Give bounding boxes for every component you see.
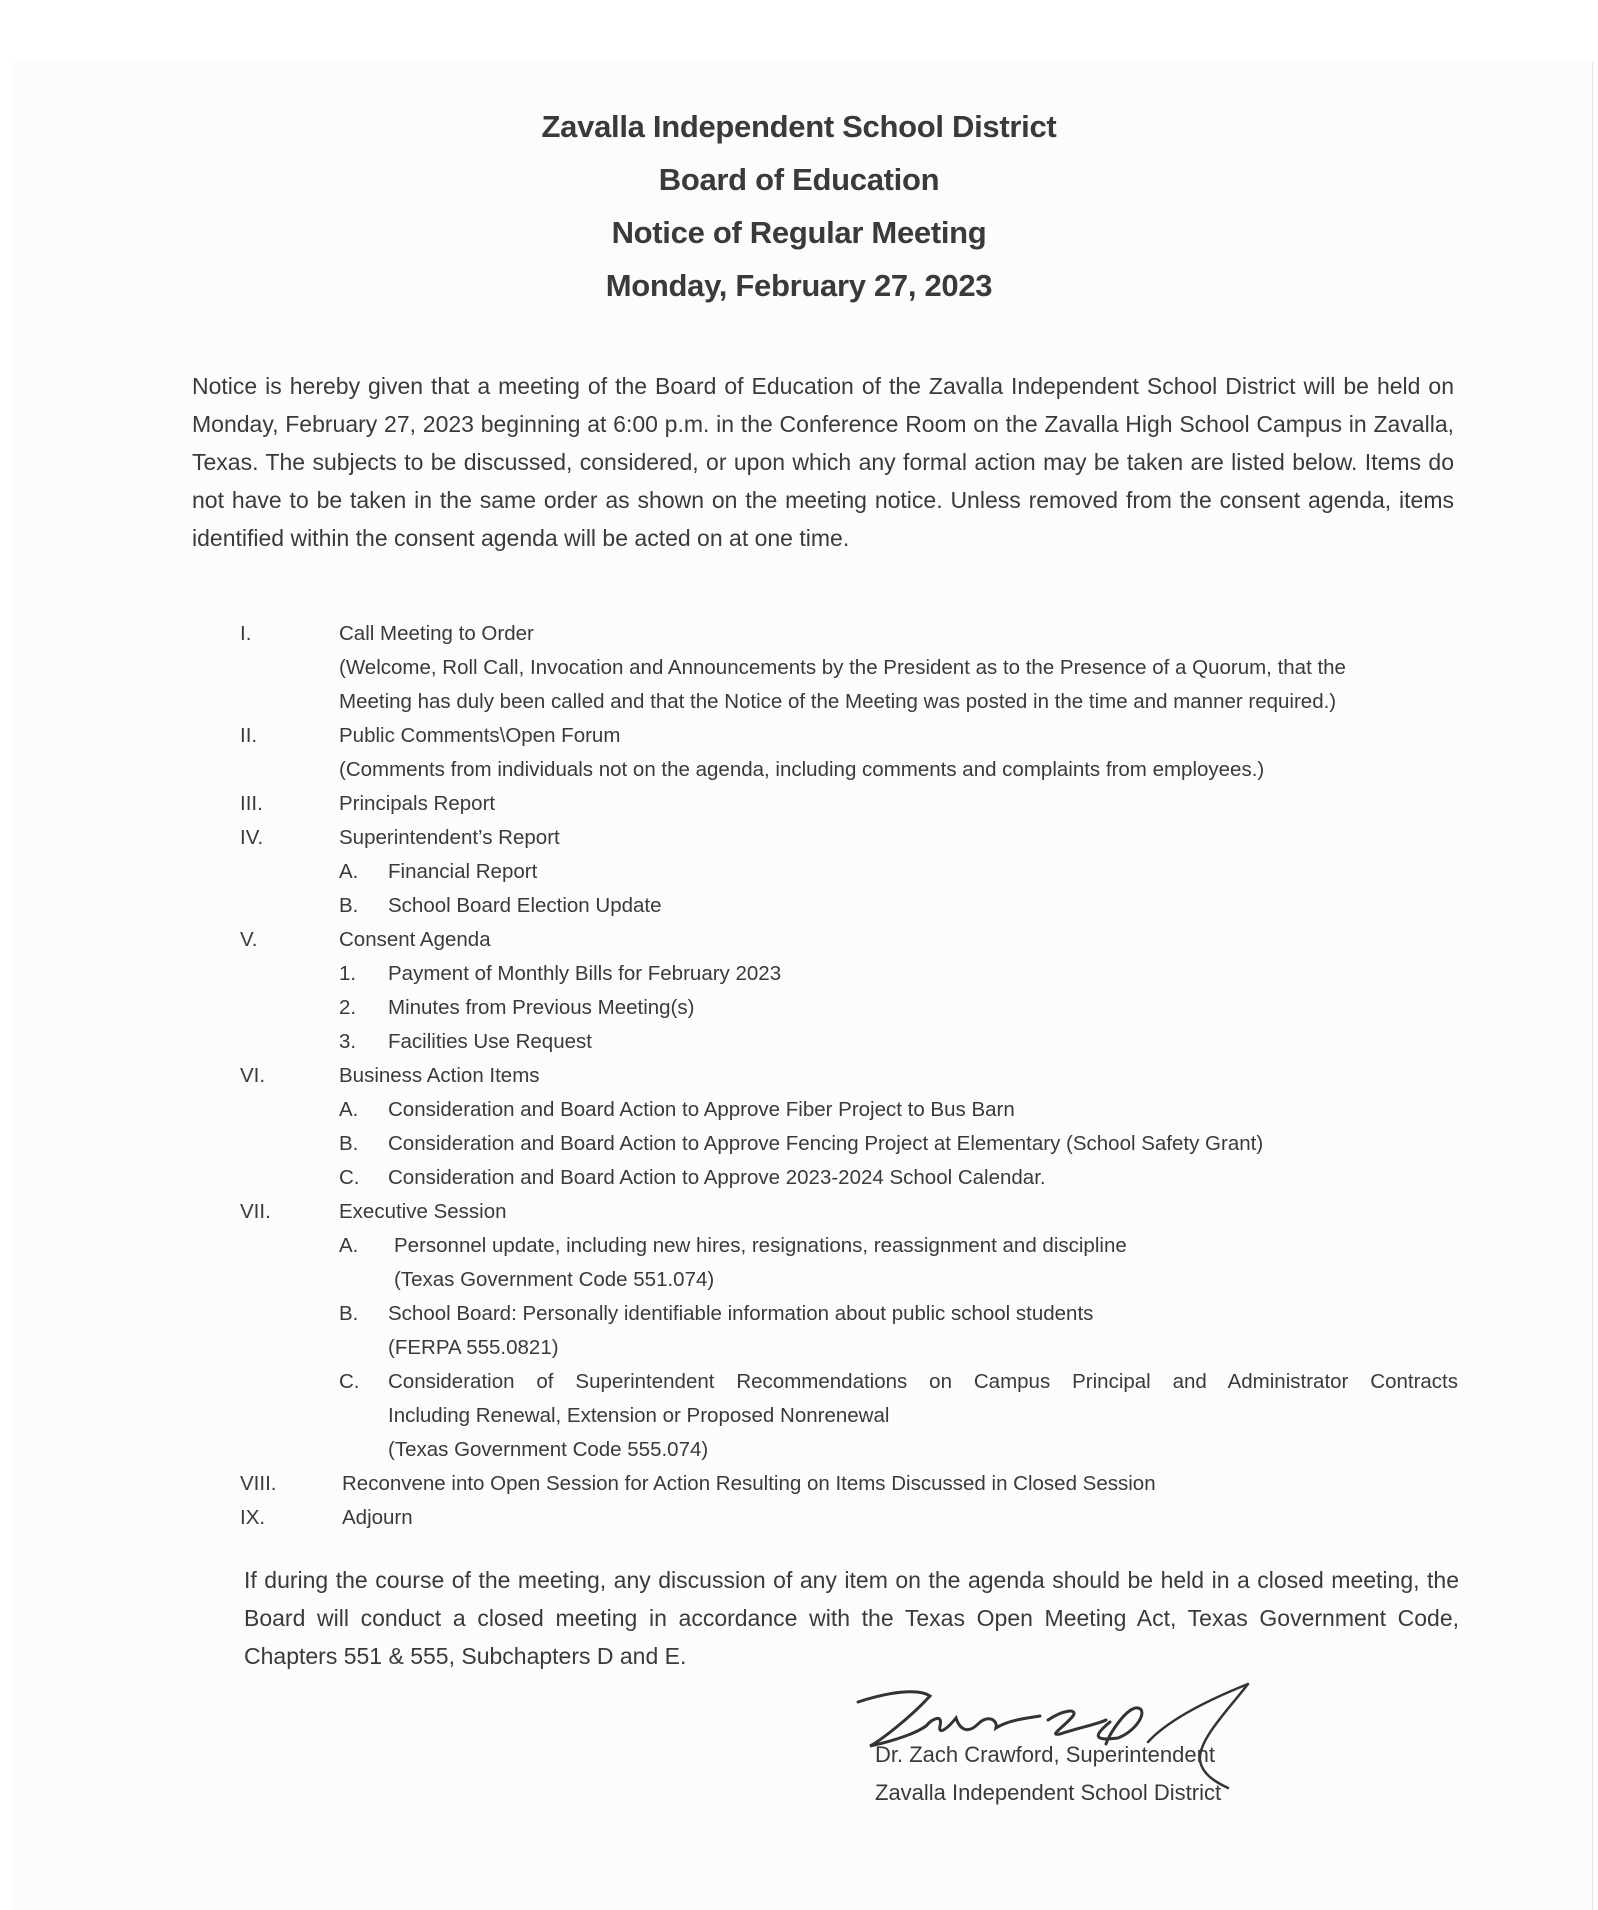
legal-code: (Texas Government Code 555.074) <box>388 1438 709 1461</box>
agenda-item-viii <box>240 1467 1460 1501</box>
agenda-item-iii <box>240 787 1460 821</box>
agenda-number: III. <box>240 792 263 815</box>
agenda-title: Superintendent’s Report <box>339 826 560 849</box>
agenda-item-iv <box>240 821 1460 855</box>
agenda-note: (Welcome, Roll Call, Invocation and Announcements by the President as to the Presence of a Quorum, that the <box>339 656 1346 679</box>
agenda-note: Meeting has duly been called and that the Notice of the Meeting was posted in the time and manner required.) <box>339 690 1337 713</box>
agenda-number: V. <box>240 928 258 951</box>
subitem-label: A. <box>339 860 359 883</box>
agenda-subitem <box>240 855 1460 889</box>
agenda-title: Business Action Items <box>339 1064 540 1087</box>
subitem-text: Personnel update, including new hires, resignations, reassignment and discipline <box>394 1234 1127 1257</box>
intro-paragraph: Notice is hereby given that a meeting of the Board of Education of the Zavalla Independent School District will be held on Monday, February 27, 2023 beginning at 6:00 p.m. in the Conference Room on the Zavalla High School Campus in Zavalla, Texas. The subjects to be discussed, considered, or upon which any formal action may be taken are listed below. Items do not have to be taken in the same order as shown on the meeting notice. Unless removed from the consent agenda, items identified within the consent agenda will be acted on at one time. <box>192 373 1454 551</box>
agenda-subitem <box>240 1025 1460 1059</box>
agenda-item-vi <box>240 1059 1460 1093</box>
agenda-item-ii <box>240 719 1460 753</box>
subitem-label: B. <box>339 894 359 917</box>
agenda-title: Executive Session <box>339 1200 507 1223</box>
closing-paragraph: If during the course of the meeting, any discussion of any item on the agenda should be held in a closed meeting, the Board will conduct a closed meeting in accordance with the Texas Open Meeting Act, Texas Government Code, Chapters 551 & 555, Subchapters D and E. <box>244 1567 1459 1669</box>
agenda-number: II. <box>240 724 258 747</box>
subitem-label: B. <box>339 1132 359 1155</box>
agenda-subitem <box>240 1365 1460 1399</box>
agenda-subitem-code-row <box>240 1263 1460 1297</box>
agenda-subitem <box>240 1093 1460 1127</box>
agenda-title: Consent Agenda <box>339 928 491 951</box>
board-name: Board of Education <box>658 162 940 197</box>
agenda-item-ix <box>240 1501 1460 1535</box>
signature-block <box>848 1680 1308 1820</box>
agenda-title: Principals Report <box>339 792 496 815</box>
subitem-text: Consideration of Superintendent Recommendations on Campus Principal and Administrator Contracts <box>388 1370 1458 1393</box>
handwritten-signature-icon <box>848 1680 1268 1790</box>
notice-title: Notice of Regular Meeting <box>611 215 987 250</box>
meeting-date: Monday, February 27, 2023 <box>605 268 993 303</box>
agenda-subitem-code-row <box>240 1433 1460 1467</box>
document-header <box>0 100 1598 312</box>
agenda-subitem <box>240 889 1460 923</box>
legal-code: (FERPA 555.0821) <box>388 1336 559 1359</box>
agenda-list <box>240 617 1460 1535</box>
subitem-text: Payment of Monthly Bills for February 2023 <box>388 962 782 985</box>
agenda-subitem <box>240 1161 1460 1195</box>
agenda-note-row <box>240 685 1460 719</box>
subitem-text: Consideration and Board Action to Approve Fiber Project to Bus Barn <box>388 1098 1015 1121</box>
agenda-number: VIII. <box>240 1472 277 1495</box>
subitem-label: 3. <box>339 1030 357 1053</box>
agenda-title: Call Meeting to Order <box>339 622 534 645</box>
subitem-label: C. <box>339 1370 360 1393</box>
signer-organization: Zavalla Independent School District <box>875 1780 1222 1805</box>
agenda-subitem <box>240 957 1460 991</box>
subitem-text: Financial Report <box>388 860 538 883</box>
subitem-text: School Board: Personally identifiable information about public school students <box>388 1302 1094 1325</box>
subitem-text: Facilities Use Request <box>388 1030 592 1053</box>
agenda-note: (Comments from individuals not on the agenda, including comments and complaints from employees.) <box>339 758 1265 781</box>
legal-code: (Texas Government Code 551.074) <box>394 1268 715 1291</box>
agenda-note-row <box>240 753 1460 787</box>
agenda-subitem-code-row <box>240 1331 1460 1365</box>
subitem-text: School Board Election Update <box>388 894 662 917</box>
agenda-number: VII. <box>240 1200 271 1223</box>
agenda-title: Public Comments\Open Forum <box>339 724 621 747</box>
agenda-title: Reconvene into Open Session for Action Resulting on Items Discussed in Closed Session <box>342 1472 1156 1495</box>
agenda-item-vii <box>240 1195 1460 1229</box>
subitem-label: 1. <box>339 962 357 985</box>
subitem-text-continued: Including Renewal, Extension or Proposed Nonrenewal <box>388 1404 890 1427</box>
agenda-note-row <box>240 651 1460 685</box>
agenda-number: I. <box>240 622 252 645</box>
agenda-item-v <box>240 923 1460 957</box>
subitem-text: Minutes from Previous Meeting(s) <box>388 996 695 1019</box>
subitem-text: Consideration and Board Action to Approve 2023-2024 School Calendar. <box>388 1166 1046 1189</box>
subitem-label: A. <box>339 1234 359 1257</box>
district-name: Zavalla Independent School District <box>541 109 1057 144</box>
agenda-number: VI. <box>240 1064 266 1087</box>
subitem-label: C. <box>339 1166 360 1189</box>
subitem-text: Consideration and Board Action to Approve Fencing Project at Elementary (School Safety Grant) <box>388 1132 1264 1155</box>
agenda-item-i <box>240 617 1460 651</box>
subitem-label: B. <box>339 1302 359 1325</box>
agenda-number: IX. <box>240 1506 266 1529</box>
signer-name-title: Dr. Zach Crawford, Superintendent <box>875 1742 1215 1767</box>
agenda-subitem <box>240 1229 1460 1263</box>
agenda-subitem-continuation <box>240 1399 1460 1433</box>
agenda-number: IV. <box>240 826 264 849</box>
agenda-title: Adjourn <box>342 1506 413 1529</box>
subitem-label: A. <box>339 1098 359 1121</box>
agenda-subitem <box>240 1127 1460 1161</box>
agenda-subitem <box>240 991 1460 1025</box>
agenda-subitem <box>240 1297 1460 1331</box>
subitem-label: 2. <box>339 996 357 1019</box>
